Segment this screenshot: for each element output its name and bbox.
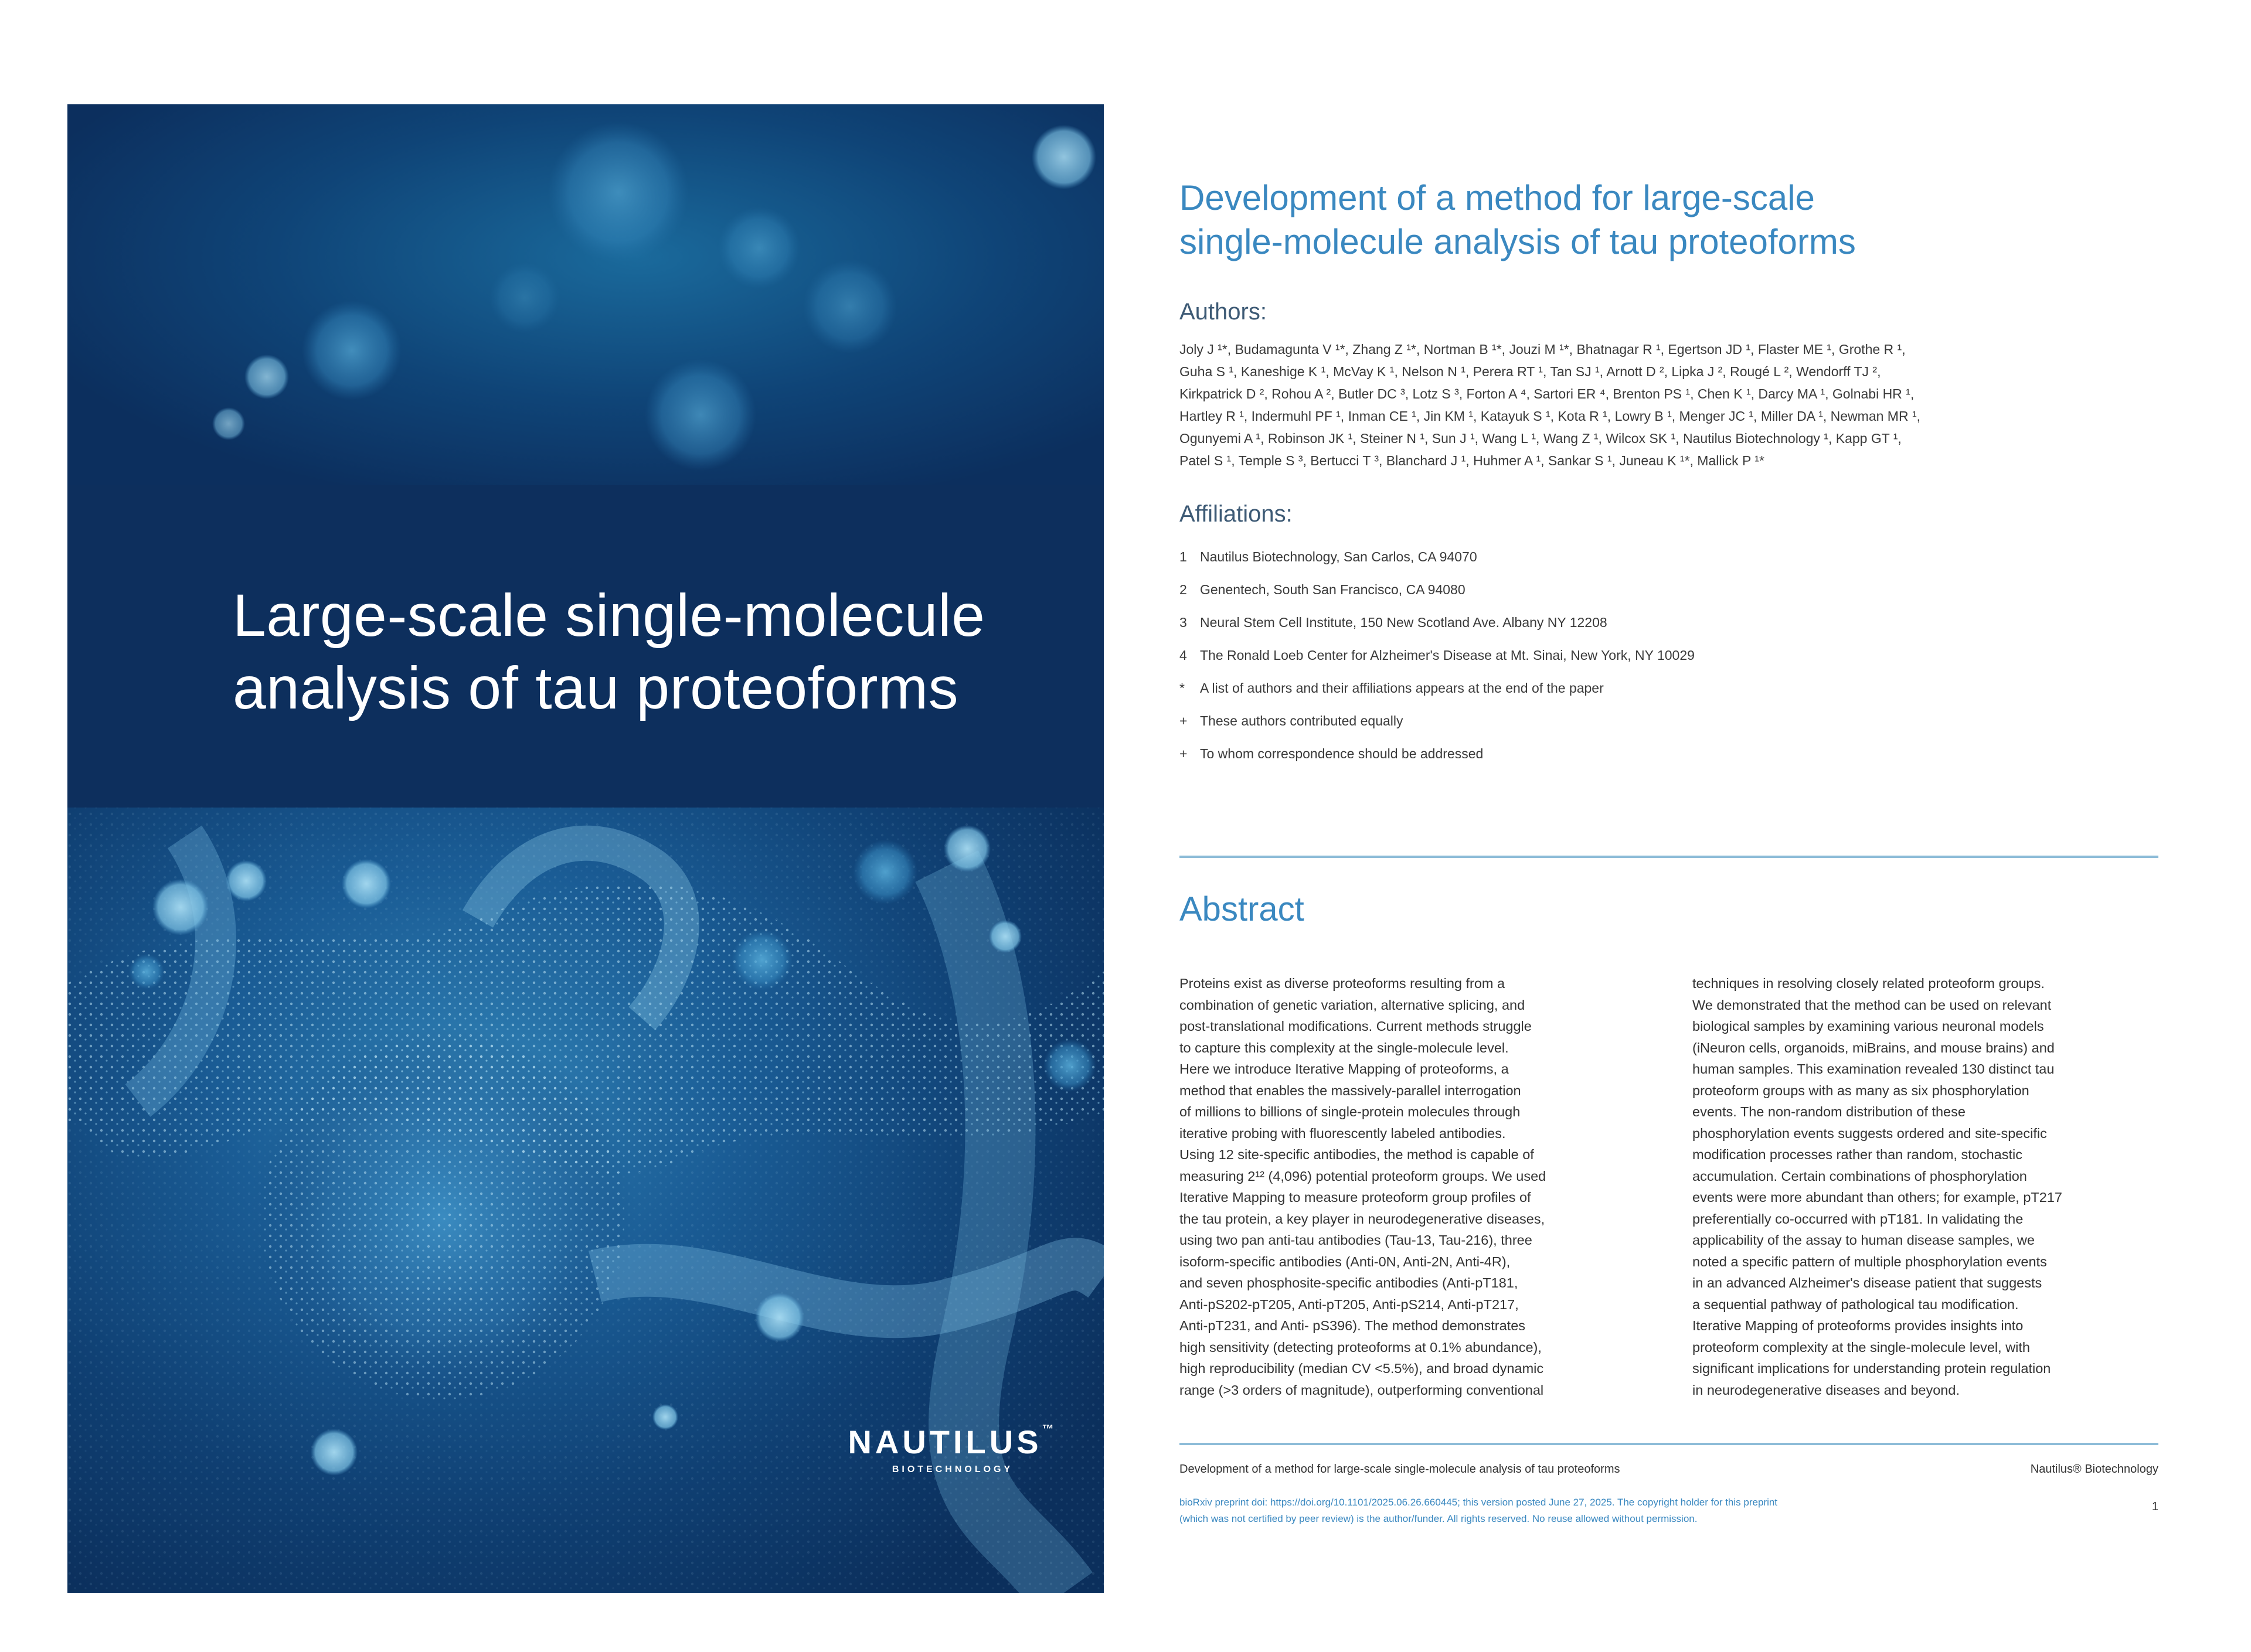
abstract-line: human samples. This examination revealed 130 distinct tau bbox=[1692, 1061, 2055, 1077]
affiliation-mark: 1 bbox=[1179, 549, 1187, 564]
abstract-line: (iNeuron cells, organoids, miBrains, and mouse brains) and bbox=[1692, 1040, 2055, 1055]
abstract-line: and seven phosphosite-specific antibodies (Anti-pT181, bbox=[1179, 1275, 1518, 1290]
molecule-network bbox=[67, 808, 1104, 1593]
affiliation-text: To whom correspondence should be addressed bbox=[1200, 745, 1484, 761]
abstract-line: Anti-pS202-pT205, Anti-pT205, Anti-pS214, Anti-pT217, bbox=[1179, 1296, 1519, 1312]
affiliation-mark: + bbox=[1179, 745, 1188, 761]
abstract-line: of millions to billions of single-protein molecules through bbox=[1179, 1104, 1521, 1119]
affiliation-mark: * bbox=[1179, 680, 1185, 696]
abstract-line: applicability of the assay to human disease samples, we bbox=[1692, 1232, 2035, 1248]
affiliation-text: Genentech, South San Francisco, CA 94080 bbox=[1200, 581, 1465, 597]
affiliation-item bbox=[1179, 672, 2158, 704]
section-divider bbox=[1179, 856, 2158, 858]
preprint-notice-line: bioRxiv preprint doi: https://doi.org/10.1101/2025.06.26.660445; this version posted June 27, 2025. The copyright holder for this preprint bbox=[1179, 1497, 1778, 1508]
article-title-line-2: single-molecule analysis of tau proteoforms bbox=[1179, 222, 1856, 261]
abstract-body bbox=[1179, 973, 2158, 1401]
logo-trademark: ™ bbox=[1042, 1423, 1058, 1436]
abstract-line: events were more abundant than others; for example, pT217 bbox=[1692, 1190, 2062, 1205]
affiliation-text: These authors contributed equally bbox=[1200, 713, 1403, 728]
abstract-line: high reproducibility (median CV <5.5%), and broad dynamic bbox=[1179, 1361, 1544, 1376]
affiliation-text: The Ronald Loeb Center for Alzheimer's Disease at Mt. Sinai, New York, NY 10029 bbox=[1200, 647, 1695, 663]
abstract-line: range (>3 orders of magnitude), outperforming conventional bbox=[1179, 1382, 1544, 1398]
abstract-line: the tau protein, a key player in neurodegenerative diseases, bbox=[1179, 1211, 1545, 1227]
abstract-line: iterative probing with fluorescently labeled antibodies. bbox=[1179, 1125, 1506, 1141]
abstract-line: preferentially co-occurred with pT181. In validating the bbox=[1692, 1211, 2024, 1227]
abstract-line: techniques in resolving closely related proteoform groups. bbox=[1692, 976, 2045, 991]
abstract-line: significant implications for understanding protein regulation bbox=[1692, 1361, 2051, 1376]
abstract-line: biological samples by examining various neuronal models bbox=[1692, 1019, 2044, 1034]
cover-title-line-1: Large-scale single-molecule bbox=[233, 582, 985, 649]
affiliation-item bbox=[1179, 639, 2158, 672]
abstract-line: accumulation. Certain combinations of phosphorylation bbox=[1692, 1168, 2027, 1184]
abstract-line: to capture this complexity at the single-molecule level. bbox=[1179, 1040, 1509, 1055]
authors-line: Patel S ¹, Temple S ³, Bertucci T ³, Blanchard J ¹, Huhmer A ¹, Sankar S ¹, Juneau K ¹*, Mallick P ¹* bbox=[1179, 453, 1764, 468]
bokeh-top bbox=[212, 122, 1096, 471]
preprint-notice-line: (which was not certified by peer review) is the author/funder. All rights reserved. No reuse allowed without permission. bbox=[1179, 1513, 1698, 1524]
abstract-line: post-translational modifications. Current methods struggle bbox=[1179, 1019, 1532, 1034]
footer-company: Nautilus® Biotechnology bbox=[2030, 1463, 2158, 1476]
authors-line: Ogunyemi A ¹, Robinson JK ¹, Steiner N ¹, Sun J ¹, Wang L ¹, Wang Z ¹, Wilcox SK ¹, Nautilus Biotechnology ¹, Kapp GT ¹, bbox=[1179, 431, 1902, 446]
preprint-notice bbox=[1179, 1494, 1918, 1527]
affiliations-list bbox=[1179, 540, 2158, 770]
abstract-line: Iterative Mapping to measure proteoform group profiles of bbox=[1179, 1190, 1531, 1205]
affiliation-item bbox=[1179, 606, 2158, 639]
abstract-line: Anti-pT231, and Anti- pS396). The method demonstrates bbox=[1179, 1318, 1526, 1333]
abstract-line: noted a specific pattern of multiple phosphorylation events bbox=[1692, 1254, 2047, 1269]
authors-line: Kirkpatrick D ², Rohou A ², Butler DC ³, Lotz S ³, Forton A ⁴, Sartori ER ⁴, Brenton PS ¹, Chen K ¹, Darcy MA ¹, Golnabi HR ¹, bbox=[1179, 386, 1915, 401]
article-title-line-1: Development of a method for large-scale bbox=[1179, 178, 1815, 217]
abstract-line: in neurodegenerative diseases and beyond. bbox=[1692, 1382, 1960, 1398]
abstract-line: We demonstrated that the method can be used on relevant bbox=[1692, 997, 2052, 1013]
article-title bbox=[1179, 176, 2158, 264]
cover-decoration bbox=[67, 104, 1104, 1593]
affiliation-mark: 2 bbox=[1179, 581, 1187, 597]
abstract-line: combination of genetic variation, alternative splicing, and bbox=[1179, 997, 1525, 1013]
affiliations-heading: Affiliations: bbox=[1179, 501, 1293, 527]
abstract-line: a sequential pathway of pathological tau modification. bbox=[1692, 1296, 2019, 1312]
cover-title bbox=[233, 579, 1053, 724]
affiliation-item bbox=[1179, 573, 2158, 606]
abstract-line: using two pan anti-tau antibodies (Tau-13, Tau-216), three bbox=[1179, 1232, 1532, 1248]
abstract-line: isoform-specific antibodies (Anti-0N, Anti-2N, Anti-4R), bbox=[1179, 1254, 1511, 1269]
abstract-line: in an advanced Alzheimer's disease patient that suggests bbox=[1692, 1275, 2042, 1290]
affiliation-item bbox=[1179, 540, 2158, 573]
affiliation-text: A list of authors and their affiliations appears at the end of the paper bbox=[1200, 680, 1604, 696]
abstract-line: proteoform groups with as many as six phosphorylation bbox=[1692, 1082, 2029, 1098]
footer-title: Development of a method for large-scale single-molecule analysis of tau proteoforms bbox=[1179, 1463, 1620, 1476]
abstract-column-right bbox=[1692, 973, 2158, 1401]
abstract-line: events. The non-random distribution of these bbox=[1692, 1104, 1966, 1119]
abstract-line: method that enables the massively-parallel interrogation bbox=[1179, 1082, 1521, 1098]
authors-line: Guha S ¹, Kaneshige K ¹, McVay K ¹, Nelson N ¹, Perera RT ¹, Tan SJ ¹, Arnott D ², Lipka J ², Rougé L ², Wendorff TJ ², bbox=[1179, 364, 1881, 379]
affiliation-mark: 4 bbox=[1179, 647, 1187, 663]
authors-list bbox=[1179, 338, 2117, 472]
affiliation-text: Nautilus Biotechnology, San Carlos, CA 94070 bbox=[1200, 549, 1477, 564]
cover-title-line-2: analysis of tau proteoforms bbox=[233, 655, 959, 721]
article-page bbox=[1179, 176, 2158, 1524]
abstract-line: proteoform complexity at the single-molecule level, with bbox=[1692, 1339, 2031, 1355]
abstract-line: high sensitivity (detecting proteoforms at 0.1% abundance), bbox=[1179, 1339, 1542, 1355]
abstract-heading: Abstract bbox=[1179, 890, 1304, 928]
page-footer bbox=[1179, 1463, 2158, 1476]
affiliation-item bbox=[1179, 704, 2158, 737]
affiliation-mark: + bbox=[1179, 713, 1188, 728]
affiliation-mark: 3 bbox=[1179, 614, 1187, 630]
page-number: 1 bbox=[2151, 1500, 2158, 1513]
abstract-line: Proteins exist as diverse proteoforms resulting from a bbox=[1179, 976, 1505, 991]
abstract-line: Here we introduce Iterative Mapping of proteoforms, a bbox=[1179, 1061, 1509, 1077]
logo-subtitle: BIOTECHNOLOGY bbox=[892, 1464, 1014, 1474]
affiliation-item bbox=[1179, 737, 2158, 770]
nautilus-logo bbox=[835, 1423, 1070, 1475]
cover-page bbox=[67, 104, 1104, 1593]
authors-heading: Authors: bbox=[1179, 299, 1267, 325]
logo-word-text: NAUTILUS bbox=[848, 1423, 1042, 1460]
abstract-line: modification processes rather than random, stochastic bbox=[1692, 1147, 2022, 1162]
authors-line: Joly J ¹*, Budamagunta V ¹*, Zhang Z ¹*, Nortman B ¹*, Jouzi M ¹*, Bhatnagar R ¹, Egertson JD ¹, Flaster ME ¹, Grothe R ¹, bbox=[1179, 342, 1906, 357]
abstract-line: Iterative Mapping of proteoforms provides insights into bbox=[1692, 1318, 2024, 1333]
abstract-line: Using 12 site-specific antibodies, the method is capable of bbox=[1179, 1147, 1534, 1162]
logo-wordmark bbox=[835, 1423, 1070, 1461]
footer-divider bbox=[1179, 1443, 2158, 1445]
authors-line: Hartley R ¹, Indermuhl PF ¹, Inman CE ¹, Jin KM ¹, Katayuk S ¹, Kota R ¹, Lowry B ¹, Menger JC ¹, Miller DA ¹, Newman MR ¹, bbox=[1179, 408, 1921, 424]
affiliation-text: Neural Stem Cell Institute, 150 New Scotland Ave. Albany NY 12208 bbox=[1200, 614, 1607, 630]
abstract-line: measuring 2¹² (4,096) potential proteoform groups. We used bbox=[1179, 1168, 1546, 1184]
abstract-line: phosphorylation events suggests ordered and site-specific bbox=[1692, 1125, 2047, 1141]
abstract-column-left bbox=[1179, 973, 1645, 1401]
